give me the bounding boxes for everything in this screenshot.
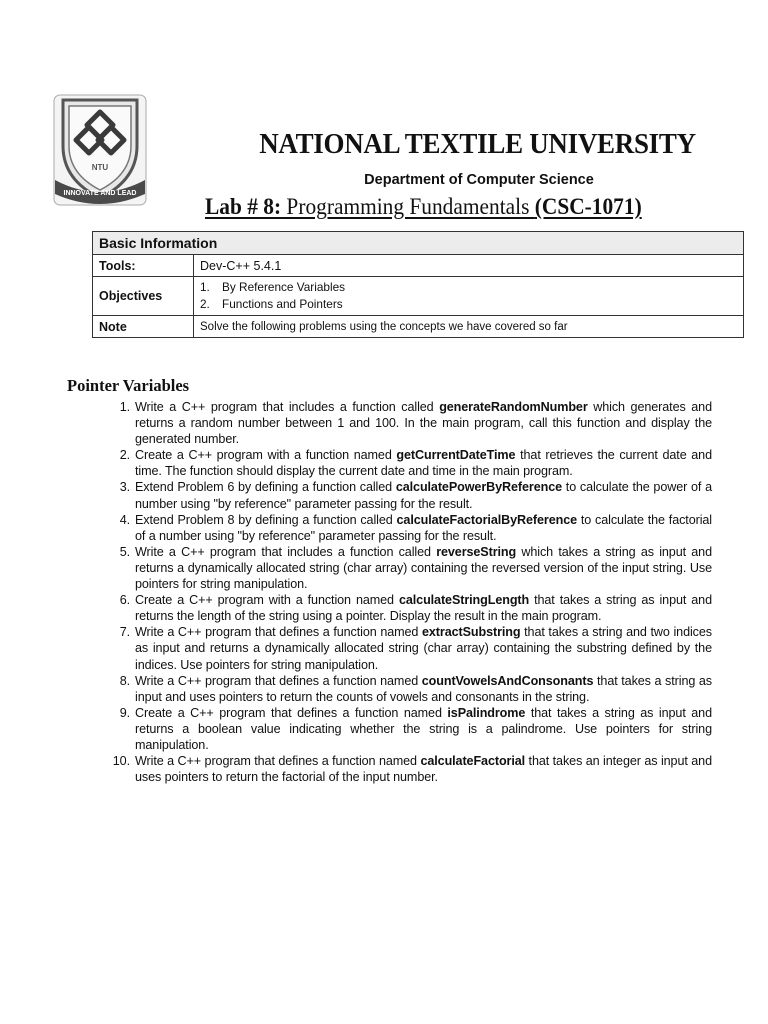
objectives-label: Objectives — [93, 277, 194, 316]
tools-label: Tools: — [93, 255, 194, 277]
note-value: Solve the following problems using the concepts we have covered so far — [194, 316, 744, 338]
problem-item: 3. Extend Problem 6 by defining a function called calculatePowerByReference to calculate the power of a number using "by reference" parameter passing for the result. — [119, 480, 712, 511]
problem-item: 1. Write a C++ program that includes a function called generateRandomNumber which generates and returns a random number between 1 and 100. In the main program, call this function and display the generated number. — [119, 400, 712, 447]
course-code: (CSC-1071) — [534, 194, 642, 219]
problem-item: 9. Create a C++ program that defines a function named isPalindrome that takes a string as input and returns a boolean value indicating whether the string is a palindrome. Use pointers for string manipulation. — [119, 705, 712, 752]
university-logo — [53, 94, 147, 206]
logo-motto: INNOVATE AND LEAD — [63, 190, 137, 197]
svg-text:NTU: NTU — [91, 163, 109, 172]
problem-item: 2. Create a C++ program with a function named getCurrentDateTime that retrieves the current date and time. The function should display the current date and time in the main program. — [119, 448, 712, 479]
note-label: Note — [93, 316, 194, 338]
problem-item: 6. Create a C++ program with a function named calculateStringLength that takes a string as input and returns the length of the string using a pointer. Display the result in the main program. — [119, 593, 712, 624]
objectives-value — [194, 277, 744, 316]
problem-item: 4. Extend Problem 8 by defining a function called calculateFactorialByReference to calculate the factorial of a number using "by reference" parameter passing for the result. — [119, 512, 712, 543]
section-title: Pointer Variables — [67, 376, 190, 395]
objective-item: 2. Functions and Pointers — [200, 297, 343, 311]
problem-item: 7. Write a C++ program that defines a function named extractSubstring that takes a string and two indices as input and returns a dynamically allocated string (char array) containing the substring defined by the indices. Use pointers for string manipulation. — [119, 625, 712, 672]
department-name: Department of Computer Science — [364, 172, 594, 188]
problem-list — [100, 399, 712, 785]
objectives-list — [200, 279, 737, 313]
lab-number: Lab # 8: — [205, 194, 282, 219]
basic-information-table — [92, 231, 744, 338]
problem-item: 5. Write a C++ program that includes a function called reverseString which takes a string as input and returns a dynamically allocated string (char array) containing the reversed version of the input string. Use pointers for string manipulation. — [119, 544, 712, 592]
tools-value: Dev-C++ 5.4.1 — [194, 255, 744, 277]
problem-item: 10. Write a C++ program that defines a function named calculateFactorial that takes an integer as input and uses pointers to return the factorial of the input number. — [112, 754, 712, 785]
table-heading: Basic Information — [93, 232, 744, 255]
university-title: NATIONAL TEXTILE UNIVERSITY — [259, 128, 696, 160]
problem-item: 8. Write a C++ program that defines a function named countVowelsAndConsonants that takes a string as input and uses pointers to return the counts of vowels and consonants in the string. — [119, 673, 712, 704]
course-name: Programming Fundamentals — [281, 194, 535, 219]
objective-item: 1. By Reference Variables — [200, 280, 346, 294]
lab-title — [205, 194, 642, 220]
logo-text-ntu — [92, 163, 109, 172]
